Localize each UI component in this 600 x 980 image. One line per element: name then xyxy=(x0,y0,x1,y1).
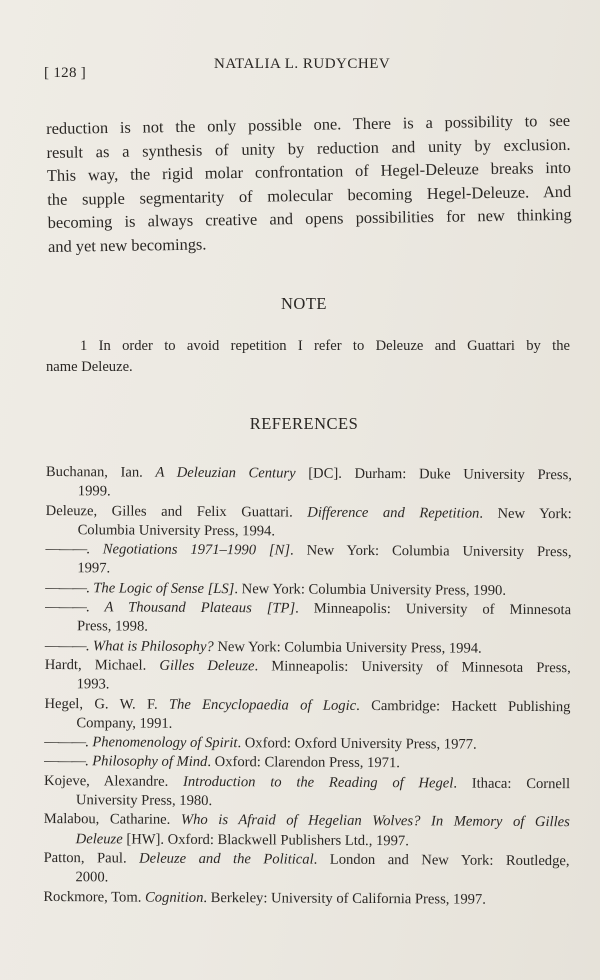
reference-publisher: . Oxford: Oxford University Press, 1977. xyxy=(237,735,477,753)
reference-author: Kojeve, Alexandre. xyxy=(44,772,184,790)
reference-author: . xyxy=(85,734,93,751)
reference-publisher: . Ithaca: Cornell xyxy=(453,775,571,792)
reference-entry xyxy=(45,656,571,698)
reference-title: Philosophy of Mind xyxy=(92,753,208,771)
reference-author: Patton, Paul. xyxy=(43,849,140,867)
reference-title: A Thousand Plateaus [TP] xyxy=(104,599,296,617)
reference-publisher: New York: Columbia University Press, 1994. xyxy=(213,638,482,657)
reference-publisher: . London and New York: Routledge, xyxy=(313,851,570,870)
reference-author: . xyxy=(85,580,94,597)
reference-publisher: University Press, 1980. xyxy=(75,792,213,810)
reference-publisher: . New York: Columbia University Press, 1990. xyxy=(234,580,507,599)
reference-publisher: Company, 1991. xyxy=(76,715,173,732)
running-head: NATALIA L. RUDYCHEV xyxy=(214,56,391,72)
body-line: the supple segmentarity of molecular becoming Hegel-Deleuze. And xyxy=(47,181,572,209)
reference-publisher: [DC]. Durham: Duke University Press, xyxy=(295,465,572,484)
reference-publisher: 1997. xyxy=(77,560,111,577)
reference-title: Who is Afraid of Hegelian Wolves? In Memory of Gilles xyxy=(180,812,570,831)
body-line: result as a synthesis of unity by reduction and unity by exclusion. xyxy=(46,134,571,162)
note-text xyxy=(46,336,570,378)
reference-publisher: 1999. xyxy=(77,483,111,500)
reference-line xyxy=(45,540,571,563)
reference-publisher: . Minneapolis: University of Minnesota xyxy=(295,600,572,619)
reference-author: Deleuze, Gilles and Felix Guattari. xyxy=(45,502,308,521)
reference-title: Negotiations 1971–1990 [N] xyxy=(102,541,291,559)
reference-title: What is Philosophy? xyxy=(92,637,214,655)
reference-publisher: . Minneapolis: University of Minnesota Press, xyxy=(254,658,571,677)
reference-author: Rockmore, Tom. xyxy=(43,888,146,906)
reference-line xyxy=(45,656,571,679)
repeat-author-dash: ——— xyxy=(44,637,86,654)
reference-line xyxy=(44,849,570,872)
reference-title: Gilles Deleuze xyxy=(159,657,255,675)
reference-title: Cognition xyxy=(144,889,204,906)
reference-entry xyxy=(45,598,571,640)
reference-entry xyxy=(44,772,570,814)
page-number: [ 128 ] xyxy=(44,65,87,81)
reference-title: The Encyclopaedia of Logic xyxy=(168,696,357,714)
reference-line xyxy=(46,463,572,486)
repeat-author-dash: ——— xyxy=(45,579,87,597)
reference-author: Buchanan, Ian. xyxy=(45,463,156,481)
references-heading: REFERENCES xyxy=(249,414,359,433)
reference-author: Hegel, G. W. F. xyxy=(44,695,169,713)
reference-line xyxy=(43,888,569,911)
reference-publisher: 1993. xyxy=(76,676,110,693)
body-line: becoming is always creative and opens possibilities for new thinking xyxy=(47,205,572,233)
reference-publisher: [HW]. Oxford: Blackwell Publishers Ltd., 1997. xyxy=(122,831,409,849)
reference-entry xyxy=(43,888,569,911)
reference-publisher: . Cambridge: Hackett Publishing xyxy=(356,697,571,715)
repeat-author-dash: ——— xyxy=(45,541,87,558)
reference-publisher: Press, 1998. xyxy=(76,618,149,636)
body-line: and yet new becomings. xyxy=(47,234,207,256)
reference-author: . xyxy=(84,753,93,770)
note-line: 1 In order to avoid repetition I refer to Deleuze and Guattari by the xyxy=(80,338,570,354)
reference-title: Difference and Repetition xyxy=(307,504,480,522)
reference-entry xyxy=(45,540,571,582)
note-line: name Deleuze. xyxy=(46,359,133,375)
repeat-author-dash: ——— xyxy=(44,734,86,751)
reference-publisher: Columbia University Press, 1994. xyxy=(77,522,276,540)
reference-title: The Logic of Sense [LS] xyxy=(93,580,235,597)
reference-publisher: 2000. xyxy=(75,869,109,886)
reference-title: Deleuze xyxy=(75,830,123,848)
reference-entry xyxy=(46,463,572,505)
reference-author: Malabou, Catharine. xyxy=(43,811,181,829)
note-heading: NOTE xyxy=(281,294,327,313)
repeat-author-dash: ——— xyxy=(44,753,86,770)
reference-entry xyxy=(43,849,569,891)
reference-title: A Deleuzian Century xyxy=(155,464,296,482)
reference-title: Introduction to the Reading of Hegel xyxy=(182,773,454,792)
body-line: This way, the rigid molar confrontation of Hegel-Deleuze breaks into xyxy=(46,157,572,186)
reference-author: . xyxy=(85,637,94,654)
reference-publisher: . Oxford: Clarendon Press, 1971. xyxy=(207,754,400,772)
body-line: reduction is not the only possible one. There is a possibility to see xyxy=(46,110,571,138)
reference-title: Phenomenology of Spirit xyxy=(92,734,238,752)
repeat-author-dash: ——— xyxy=(45,599,86,616)
reference-publisher: . New York: Columbia University Press, xyxy=(289,542,572,561)
reference-publisher: . Berkeley: University of California Press, 1997. xyxy=(203,889,486,908)
body-paragraph xyxy=(46,109,572,259)
reference-title: Deleuze and the Political xyxy=(139,850,314,868)
reference-entry xyxy=(44,810,570,852)
reference-author: . xyxy=(86,541,103,558)
reference-entry xyxy=(44,695,570,737)
reference-author: . xyxy=(85,599,105,616)
reference-entry xyxy=(46,502,572,544)
references-list xyxy=(43,463,572,910)
reference-author: Hardt, Michael. xyxy=(44,656,160,674)
reference-publisher: . New York: xyxy=(479,505,572,522)
